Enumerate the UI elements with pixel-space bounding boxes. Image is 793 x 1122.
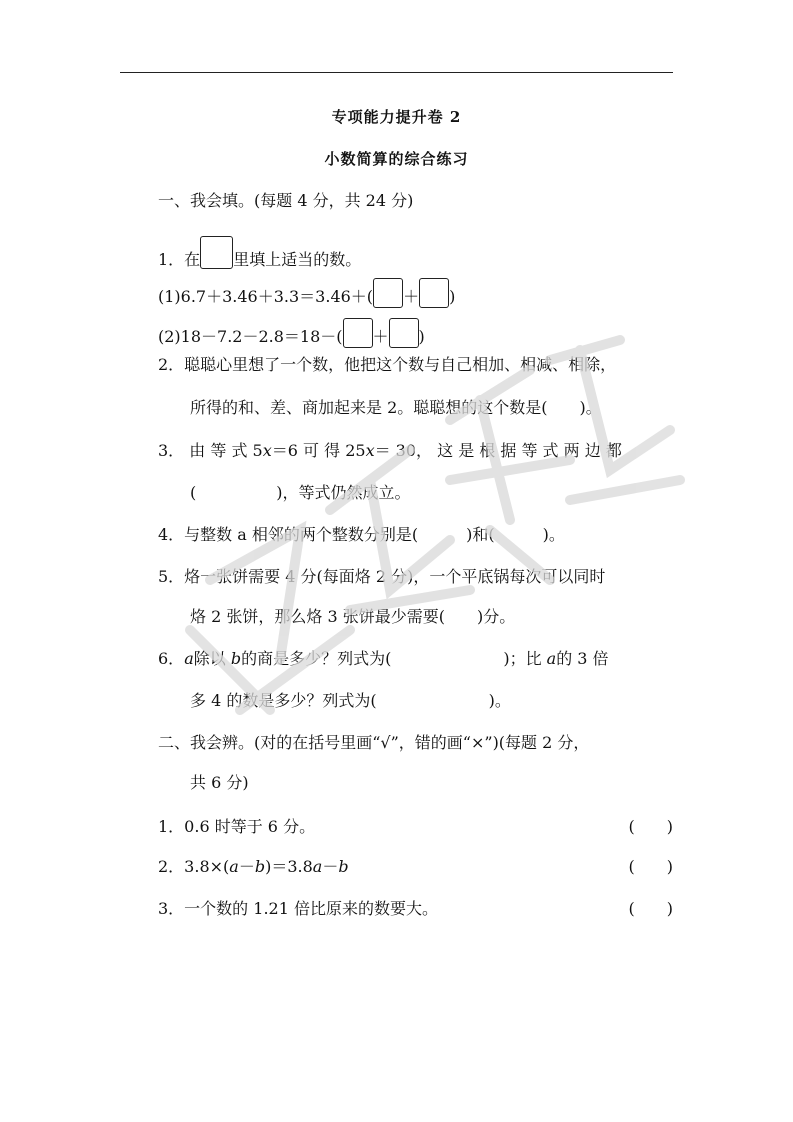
section-2-heading-line-1: 二、我会辨。(对的在括号里画“√”，错的画“×”)(每题 2 分，	[158, 733, 590, 752]
item2-text: －	[322, 857, 339, 876]
variable-a: a	[184, 649, 194, 668]
question-1-intro	[158, 236, 361, 271]
question-3-line-1	[158, 440, 622, 462]
q3-text: ＝ 30， 这 是 根 据 等 式 两 边 都	[374, 441, 622, 460]
section-1-heading: 一、我会填。(每题 4 分，共 24 分)	[158, 191, 414, 210]
judge-item-3: 3．一个数的 1.21 倍比原来的数要大。	[158, 899, 438, 918]
variable-b: b	[338, 857, 349, 876]
page-title: 专项能力提升卷 2	[331, 108, 462, 126]
judge-bracket-3[interactable]: ( )	[628, 899, 673, 918]
q1-prefix: 1．在	[158, 250, 201, 269]
answer-box[interactable]	[419, 278, 449, 308]
judge-item-2	[158, 856, 349, 878]
q6-text: 的商是多少？列式为( )；比	[241, 649, 547, 668]
section-2-heading-line-2: 共 6 分)	[190, 773, 249, 792]
variable-a: a	[546, 649, 557, 668]
variable-x: x	[365, 441, 375, 460]
variable-x: x	[262, 441, 272, 460]
judge-item-1: 1．0.6 时等于 6 分。	[158, 817, 316, 836]
question-4: 4．与整数 a 相邻的两个整数分别是( )和( )。	[158, 525, 565, 544]
question-3-line-2: ( )，等式仍然成立。	[190, 483, 411, 502]
item2-text: －	[238, 857, 255, 876]
q1a-expression: (1)6.7＋3.46＋3.3＝3.46＋(	[158, 287, 374, 306]
question-5-line-2: 烙 2 张饼，那么烙 3 张饼最少需要( )分。	[190, 607, 516, 626]
q6-text: 6．	[158, 649, 185, 668]
close-paren: )	[418, 327, 425, 346]
question-2-line-2: 所得的和、差、商加起来是 2。聪聪想的这个数是( )。	[190, 398, 602, 417]
question-1-part-2	[158, 318, 425, 348]
variable-b: b	[230, 649, 242, 668]
item2-text: 2．3.8×(	[158, 857, 230, 876]
judge-bracket-1[interactable]: ( )	[628, 817, 673, 836]
variable-a: a	[229, 857, 239, 876]
answer-box[interactable]	[389, 318, 419, 348]
question-6-line-2: 多 4 的数是多少？列式为( )。	[190, 691, 511, 710]
answer-box[interactable]	[373, 278, 403, 308]
answer-box-example	[200, 236, 233, 269]
plus-sign: ＋	[372, 327, 389, 346]
q3-text: 3． 由 等 式 5	[158, 441, 263, 460]
question-6-line-1	[158, 648, 609, 670]
question-1-part-1	[158, 278, 455, 308]
plus-sign: ＋	[403, 287, 420, 306]
q6-text: 的 3 倍	[556, 649, 609, 668]
item2-text: )＝3.8	[265, 857, 313, 876]
q6-text: 除以	[193, 649, 231, 668]
question-5-line-1: 5．烙一张饼需要 4 分(每面烙 2 分)，一个平底锅每次可以同时	[158, 567, 606, 586]
q3-text: ＝6 可 得 25	[271, 441, 366, 460]
header-rule	[120, 72, 673, 73]
close-paren: )	[449, 287, 456, 306]
variable-a: a	[312, 857, 323, 876]
question-2-line-1: 2．聪聪心里想了一个数，他把这个数与自己相加、相减、相除，	[158, 355, 617, 374]
answer-box[interactable]	[343, 318, 373, 348]
q1b-expression: (2)18－7.2－2.8＝18－(	[158, 327, 343, 346]
judge-bracket-2[interactable]: ( )	[628, 857, 673, 876]
variable-b: b	[254, 857, 266, 876]
q1-suffix: 里填上适当的数。	[233, 250, 362, 269]
page-subtitle: 小数简算的综合练习	[324, 150, 469, 168]
